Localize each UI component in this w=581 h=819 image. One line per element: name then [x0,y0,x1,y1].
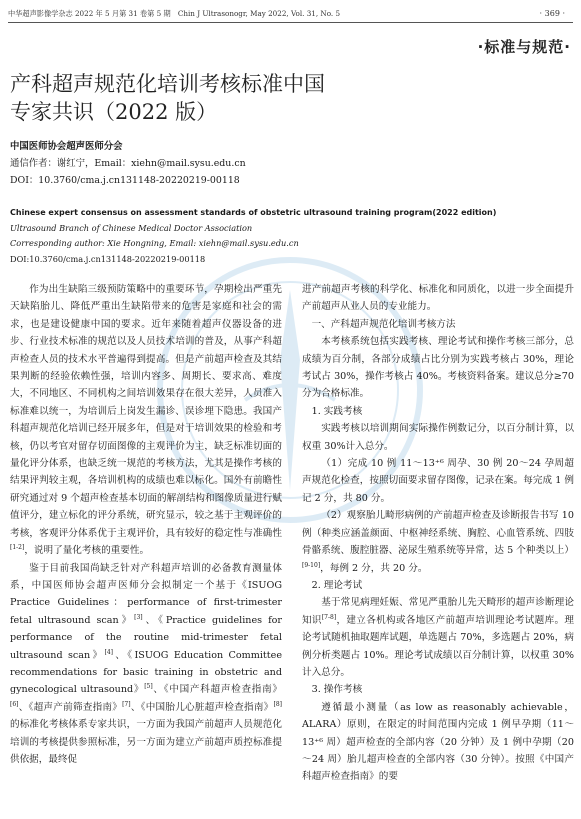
english-organization: Ultrasound Branch of Chinese Medical Doctor Association [10,222,253,233]
journal-running-title: 中华超声影像学杂志 2022 年 5 月第 31 卷第 5 期 Chin J Ultrasonogr, May 2022, Vol. 31, No. 5 [8,9,341,18]
right-column [302,281,574,786]
subsection-heading: 2. 理论考试 [311,579,363,591]
paragraph: 作为出生缺陷三级预防策略中的重要环节，孕期检出严重先天缺陷胎儿、降低严重出生缺陷带来的危害是家庭和社会的需求，也是建设健康中国的要求。近年来随着超声仪器设备的进步、行业技术标准的规范以及人员技术培训的普及，从事产科超声检查人员的技术水平普遍得到提高。但是产前超声检查及其结果判断的经验依赖性强，培训内容多、周期长、要求高、难度大，不同地区、不同机构之间培训效果存在很大差异，人员准入标准难以统一，为培训后上岗发生漏诊、误诊埋下隐患。我国产科超声规范化培训已经开展多年，但是对于培训效果的检验和考核，仍以考官对留存切面图像的主观评价为主，缺乏标准切面的量化评分体系，也缺乏统一规范的考核方法，尤其是操作考核的结果评判较主观，各培训机构的成绩也难以标化。国外有前瞻性研究通过对 9 个超声检查基本切面的解剖结构和图像质量进行赋值评分，建立标化的评分系统，研究显示，较之基于主观评价的考核，客观评分体系优于主观评价，具有较好的稳定性与准确性[1-2]，说明了量化考核的重要性。 [10,284,282,557]
english-title: Chinese expert consensus on assessment standards of obstetric ultrasound training program(2022 edition) [10,208,497,217]
title-line-1: 产科超声规范化培训考核标准中国 [10,72,325,96]
left-column [10,281,282,768]
subsection-heading: 1. 实践考核 [311,405,363,417]
page-number: · 369 · [539,9,565,18]
paragraph: 鉴于目前我国尚缺乏针对产科超声培训的必备教育测量体系，中国医师协会超声医师分会拟制定一个基于《ISUOG Practice Guidelines：performance of first-trimester fetal ultrasound scan》[3]、《Practice guidelines for performance of the routine mid-trimester fetal ultrasound scan》[4]、《ISUOG Education Committee recommendations for basic training in obstetric and gynecological ultrasound》[5]、《中国产科超声检查指南》[6]、《超声产前筛查指南》[7]、《中国胎儿心脏超声检查指南》[8]的标准化考核体系专家共识，一方面为我国产前超声人员规范化培训的考核提供参照标准，另一方面为建立产前超声质控标准提供依据，最终促 [10,562,283,765]
english-doi: DOI:10.3760/cma.j.cn131148-20220219-00118 [10,253,206,264]
english-metadata [10,205,575,267]
header-rule [8,22,573,23]
section-tag: ·标准与规范· [477,38,571,56]
running-head [8,7,573,21]
corresponding-author: 通信作者：谢红宁，Email：xiehn@mail.sysu.edu.cn [10,158,246,169]
chinese-metadata [10,138,246,189]
english-corresponding-author: Corresponding author: Xie Hongning, Email: xiehn@mail.sysu.edu.cn [10,238,299,248]
subsection-heading: 3. 操作考核 [311,684,363,696]
author-organization: 中国医师协会超声医师分会 [10,141,123,152]
article-title [10,70,410,126]
section-heading: 一、产科超声规范化培训考核方法 [311,318,456,330]
paragraph: （2）观察胎儿畸形病例的产前超声检查及诊断报告书写 10 例（种类应涵盖颜面、中枢神经系统、胸腔、心血管系统、四肢骨骼系统、腹腔脏器、泌尿生殖系统等异常，达 5 个种类以上）[9-10]，每例 2 分，共 20 分。 [302,510,574,574]
paragraph: 本考核系统包括实践考核、理论考试和操作考核三部分，总成绩为百分制，各部分成绩占比分别为实践考核占 30%，理论考试占 30%，操作考核占 40%。考核资料备案。建议总分≥70 分为合格标准。 [302,336,574,400]
paragraph: 实践考核以培训期间实际操作例数记分，以百分制计算，以权重 30%计入总分。 [302,423,574,452]
doi: DOI：10.3760/cma.j.cn131148-20220219-00118 [10,175,240,186]
paragraph: 基于常见病理妊娠、常见严重胎儿先天畸形的超声诊断理论知识[7-8]，建立各机构或各地区产前超声培训理论考试题库。理论考试随机抽取题库试题，单选题占 70%，多选题占 20%，病例分析类题占 10%。理论考试成绩以百分制计算，以权重 30%计入总分。 [302,597,575,678]
paragraph: 进产前超声考核的科学化、标准化和同质化，以进一步全面提升产前超声从业人员的专业能力。 [302,284,574,313]
paragraph: （1）完成 10 例 11～13⁺⁶ 周孕、30 例 20～24 孕周超声规范化检查，按照切面要求留存图像，记录在案。每完成 1 例记 2 分，共 80 分。 [302,458,574,504]
title-line-2: 专家共识（2022 版） [10,100,218,124]
paragraph: 遵循最小测量（as low as reasonably achievable，ALARA）原则，在限定的时间范围内完成 1 例早孕期（11～13⁺⁶ 周）超声检查的全部内容（20 分钟）及 1 例中孕期（20～24 周）胎儿超声检查的全部内容（30 分钟）。按照《中国产科超声检查指南》的要 [302,701,574,783]
